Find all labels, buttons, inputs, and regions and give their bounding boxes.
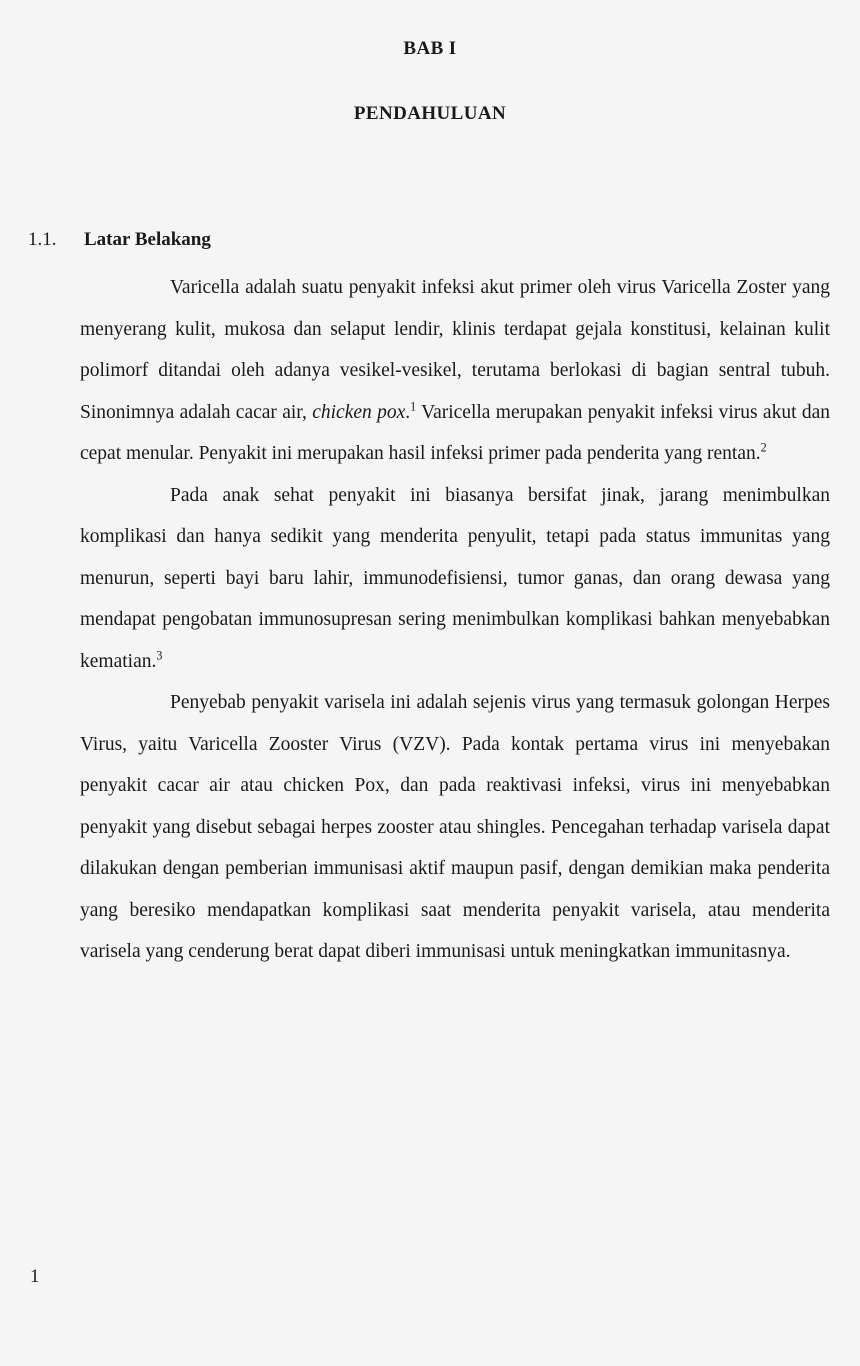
paragraph-1-segment-3: Varicella merupakan penyakit infeksi virus akut dan cepat menular. Penyakit ini merupakan hasil infeksi primer pada penderita yang rentan. [80, 401, 830, 464]
paragraph-1 [80, 267, 830, 475]
chapter-subtitle: PENDAHULUAN [353, 103, 507, 124]
section-heading [0, 125, 860, 251]
paragraph-1-citation-1: 1 [410, 399, 417, 413]
paragraph-2-segment-1: Pada anak sehat penyakit ini biasanya bersifat jinak, jarang menimbulkan komplikasi dan hanya sedikit yang menderita penyulit, tetapi pada status immunitas yang menurun, seperti bayi baru lahir, immunodefisiensi, tumor ganas, dan orang dewasa yang mendapat pengobatan immunosupresan sering menimbulkan komplikasi bahkan menyebabkan kematian. [80, 484, 830, 672]
paragraph-1-segment-1: Varicella adalah suatu penyakit infeksi akut primer oleh virus Varicella Zoster yang menyerang kulit, mukosa dan selaput lendir, klinis terdapat gejala konstitusi, kelainan kulit polimorf ditandai oleh adanya vesikel-vesikel, terutama berlokasi di bagian sentral tubuh. Sinonimnya adalah cacar air, [80, 277, 830, 423]
paragraph-3 [80, 682, 830, 973]
page-number: 1 [30, 1266, 40, 1287]
section-number: 1.1. [28, 229, 57, 250]
chapter-title: BAB I [403, 38, 457, 59]
body-text-block [0, 267, 860, 973]
paragraph-2 [80, 475, 830, 683]
paragraph-1-segment-2: . [405, 401, 411, 423]
paragraph-3-segment-1: Penyebab penyakit varisela ini adalah sejenis virus yang termasuk golongan Herpes Virus, yaitu Varicella Zooster Virus (VZV). Pada kontak pertama virus ini menyebakan penyakit cacar air atau chicken Pox, dan pada reaktivasi infeksi, virus ini menyebabkan penyakit yang disebut sebagai herpes zooster atau shingles. Pencegahan terhadap varisela dapat dilakukan dengan pemberian immunisasi aktif maupun pasif, dengan demikian maka penderita yang beresiko mendapatkan komplikasi saat menderita penyakit varisela, atau menderita varisela yang cenderung berat dapat diberi immunisasi untuk meningkatkan immunitasnya. [80, 692, 830, 962]
paragraph-1-italic-term: chicken pox [312, 401, 406, 423]
paragraph-1-citation-2: 2 [760, 440, 767, 455]
paragraph-2-citation-1: 3 [156, 648, 163, 662]
section-label: Latar Belakang [84, 229, 211, 250]
